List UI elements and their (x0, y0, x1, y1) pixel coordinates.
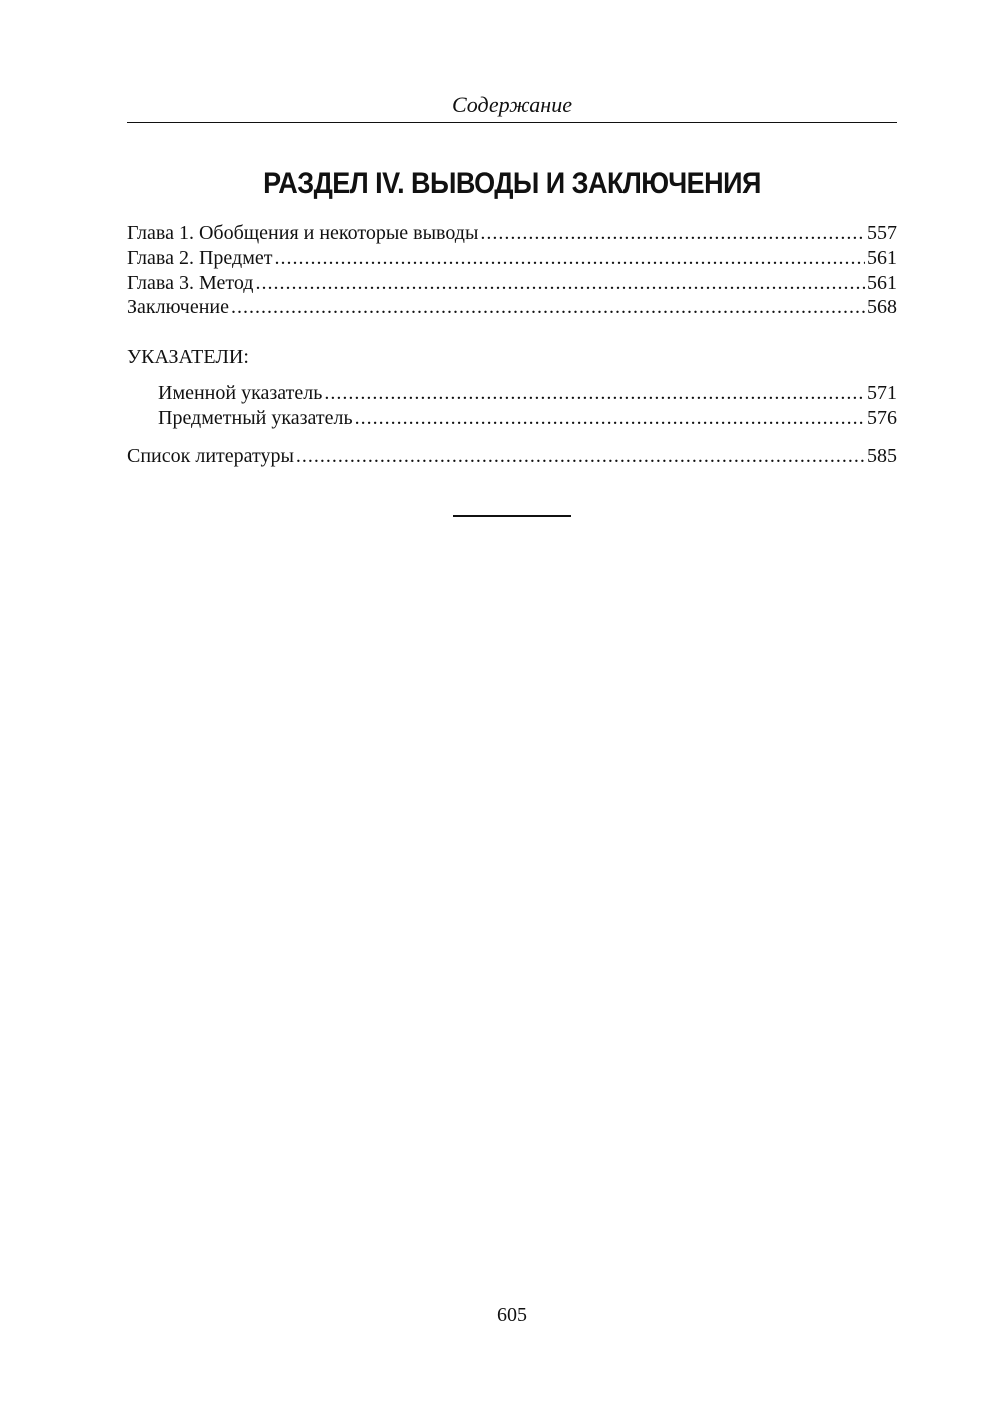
toc-leader-dots (296, 444, 865, 469)
toc-entry-label: Предметный указатель (158, 406, 353, 429)
toc-entry-label: Глава 2. Предмет (127, 246, 273, 269)
toc-entry[interactable] (127, 406, 897, 431)
toc-leader-dots (231, 295, 865, 320)
toc-leader-dots (324, 381, 865, 406)
toc-entry[interactable] (127, 246, 897, 271)
toc-leader-dots (480, 221, 865, 246)
toc-entry-label: Глава 1. Обобщения и некоторые выводы (127, 222, 479, 244)
toc-entry-label: Заключение (127, 296, 229, 319)
toc-entry-page: 576 (867, 406, 897, 429)
toc-bibliography (127, 444, 897, 469)
indexes-heading: УКАЗАТЕЛИ: (127, 346, 249, 368)
toc-leader-dots (355, 406, 865, 431)
toc-leader-dots (255, 271, 865, 296)
toc-entry-page: 557 (867, 222, 897, 244)
running-header: Содержание (451, 92, 572, 117)
toc-entry[interactable] (127, 295, 897, 320)
toc-chapters (127, 221, 897, 320)
toc-entry-page: 568 (867, 296, 897, 319)
header-rule (127, 122, 897, 123)
toc-entry-label: Именной указатель (158, 382, 323, 404)
toc-entry-page: 585 (867, 445, 897, 467)
toc-entry[interactable] (127, 271, 897, 296)
page-number: 605 (497, 1304, 527, 1326)
toc-entry[interactable] (127, 221, 897, 246)
toc-entry[interactable] (127, 444, 897, 469)
toc-entry-page: 571 (867, 382, 897, 404)
section-title: РАЗДЕЛ IV. ВЫВОДЫ И ЗАКЛЮЧЕНИЯ (263, 167, 761, 200)
toc-entry-label: Список литературы (127, 445, 294, 467)
toc-entry-page: 561 (867, 271, 897, 294)
end-rule (453, 515, 571, 517)
toc-entry[interactable] (127, 381, 897, 406)
toc-leader-dots (274, 246, 865, 271)
toc-indexes (127, 381, 897, 431)
toc-entry-label: Глава 3. Метод (127, 271, 254, 294)
toc-entry-page: 561 (867, 246, 897, 269)
